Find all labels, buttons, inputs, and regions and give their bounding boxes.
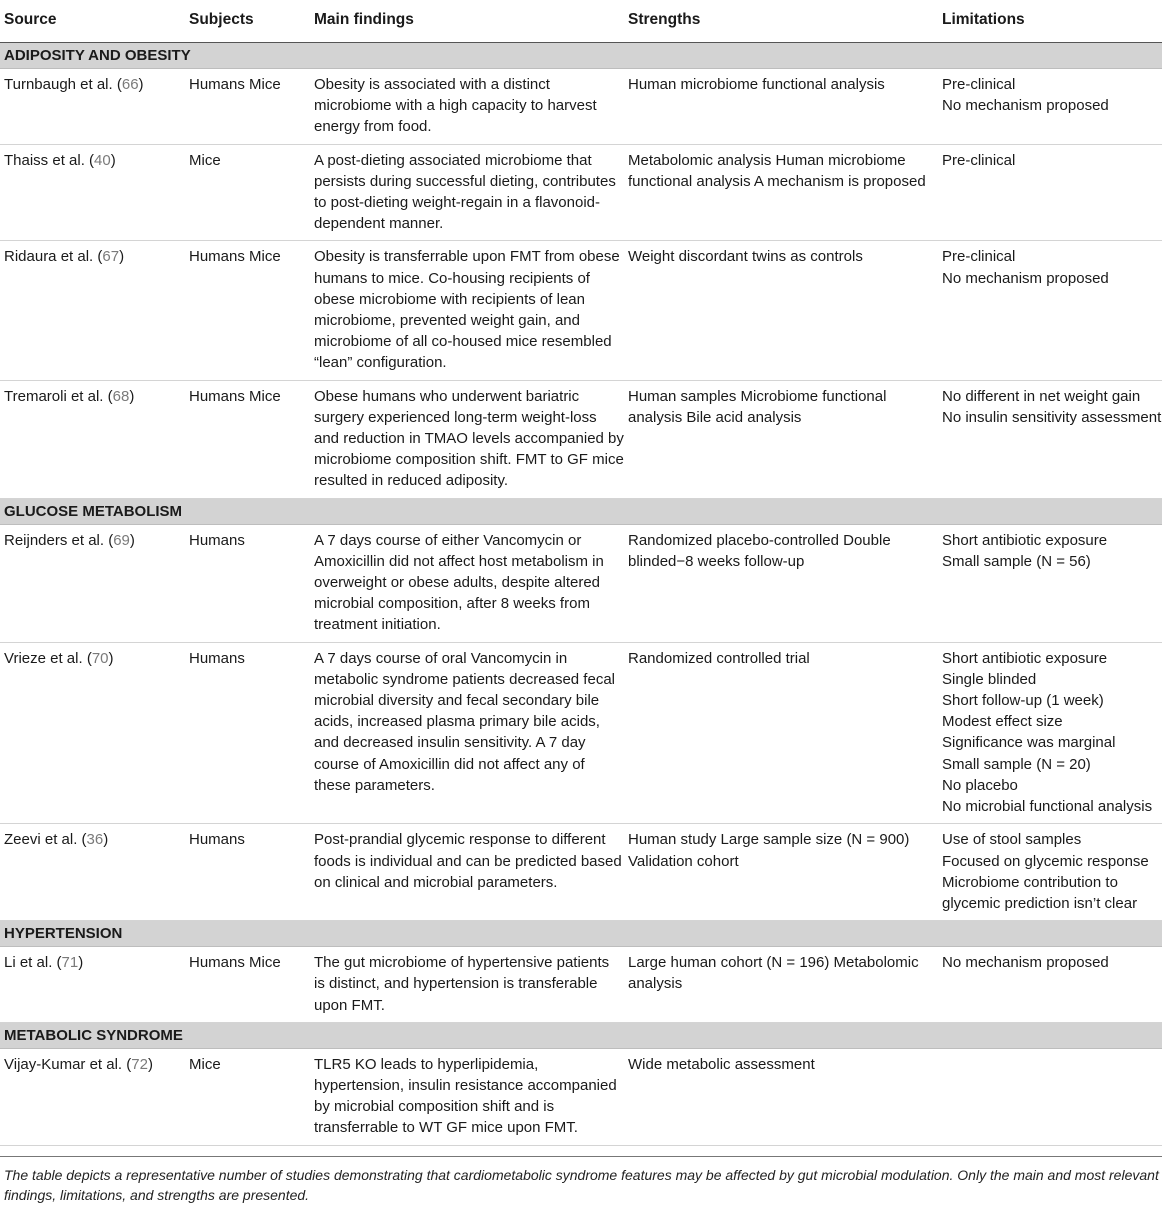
limitation-item: Short antibiotic exposure bbox=[942, 649, 1108, 667]
source-author: Thaiss et al. ( bbox=[4, 151, 95, 169]
source-cell bbox=[0, 642, 185, 824]
limitation-item: Small sample (N = 20) bbox=[942, 755, 1091, 773]
source-cell bbox=[0, 524, 185, 642]
source-author: Li et al. ( bbox=[4, 954, 62, 972]
column-header-subjects: Subjects bbox=[185, 0, 310, 43]
findings-cell: Obesity is transferrable upon FMT from obese humans to mice. Co-housing recipients of obese microbiome with recipients of lean microbiome, prevented weight gain, and microbiome of all co-housed mice resembled “lean” configuration. bbox=[310, 241, 624, 380]
limitation-item: No placebo bbox=[942, 776, 1018, 794]
limitation-item: Pre-clinical bbox=[942, 76, 1016, 93]
limitation-item: Short follow-up (1 week) bbox=[942, 692, 1104, 710]
limitation-item: Pre-clinical bbox=[942, 248, 1016, 266]
limitation-item: Small sample (N = 56) bbox=[942, 552, 1091, 570]
source-author-end: ) bbox=[119, 248, 125, 266]
limitation-item: Short antibiotic exposure bbox=[942, 531, 1108, 549]
findings-cell: The gut microbiome of hypertensive patients is distinct, and hypertension is transferable upon FMT. bbox=[310, 947, 624, 1023]
section-row bbox=[0, 498, 1162, 524]
source-author: Vijay-Kumar et al. ( bbox=[4, 1055, 132, 1073]
source-author-end: ) bbox=[138, 76, 144, 93]
table-row bbox=[0, 144, 1162, 241]
source-reference: 72 bbox=[131, 1055, 148, 1073]
subjects-cell: Humans Mice bbox=[185, 241, 310, 380]
source-reference: 40 bbox=[94, 151, 111, 169]
findings-cell: Post-prandial glycemic response to different foods is individual and can be predicted based on clinical and microbial parameters. bbox=[310, 824, 624, 921]
section-row bbox=[0, 1022, 1162, 1048]
limitations-cell bbox=[938, 947, 1162, 1023]
source-author: Zeevi et al. ( bbox=[4, 831, 87, 849]
strengths-cell: Human microbiome functional analysis bbox=[624, 69, 938, 145]
source-author-end: ) bbox=[78, 954, 84, 972]
strengths-cell: Randomized controlled trial bbox=[624, 642, 938, 824]
column-header-strengths: Strengths bbox=[624, 0, 938, 43]
source-reference: 36 bbox=[86, 831, 104, 849]
section-title: METABOLIC SYNDROME bbox=[0, 1022, 1162, 1048]
table-footnote: The table depicts a representative number of studies demonstrating that cardiometabolic syndrome features may be affected by gut microbial modulation. Only the main and most relevant findings, limitations, and strengths are presented. bbox=[0, 1156, 1162, 1205]
table-row bbox=[0, 241, 1162, 380]
limitation-item: Microbiome contribution to glycemic prediction isn’t clear bbox=[942, 873, 1138, 912]
source-author-end: ) bbox=[147, 1055, 153, 1073]
limitation-item: Focused on glycemic response bbox=[942, 852, 1149, 870]
strengths-cell: Metabolomic analysis Human microbiome functional analysis A mechanism is proposed bbox=[624, 144, 938, 241]
limitation-item: No mechanism proposed bbox=[942, 269, 1109, 287]
source-reference: 69 bbox=[113, 531, 130, 549]
source-cell bbox=[0, 1048, 185, 1145]
table-row bbox=[0, 380, 1162, 498]
source-cell bbox=[0, 947, 185, 1023]
source-author-end: ) bbox=[129, 531, 135, 549]
section-title: ADIPOSITY AND OBESITY bbox=[0, 43, 1162, 69]
limitation-item: Significance was marginal bbox=[942, 734, 1116, 752]
findings-cell: Obesity is associated with a distinct microbiome with a high capacity to harvest energy from food. bbox=[310, 69, 624, 145]
table-row bbox=[0, 642, 1162, 824]
limitations-cell bbox=[938, 642, 1162, 824]
limitation-item: No different in net weight gain bbox=[942, 387, 1141, 405]
strengths-cell: Weight discordant twins as controls bbox=[624, 241, 938, 380]
section-title: GLUCOSE METABOLISM bbox=[0, 498, 1162, 524]
source-reference: 66 bbox=[121, 76, 139, 93]
limitations-cell bbox=[938, 524, 1162, 642]
column-header-limitations: Limitations bbox=[938, 0, 1162, 43]
subjects-cell: Humans bbox=[185, 642, 310, 824]
source-cell bbox=[0, 144, 185, 241]
source-author-end: ) bbox=[110, 151, 116, 169]
limitation-item: Pre-clinical bbox=[942, 151, 1016, 169]
limitation-item: No mechanism proposed bbox=[942, 954, 1109, 972]
source-cell bbox=[0, 69, 185, 145]
subjects-cell: Humans bbox=[185, 824, 310, 921]
source-author: Reijnders et al. ( bbox=[4, 531, 114, 549]
table-body bbox=[0, 43, 1162, 1146]
source-cell bbox=[0, 241, 185, 380]
findings-cell: A 7 days course of oral Vancomycin in metabolic syndrome patients decreased fecal microbial diversity and fecal secondary bile acids, increased plasma primary bile acids, and decreased insulin sensitivity. A 7 day course of Amoxicillin did not affect any of these parameters. bbox=[310, 642, 624, 824]
limitation-item: Use of stool samples bbox=[942, 831, 1082, 849]
column-header-main-findings: Main findings bbox=[310, 0, 624, 43]
section-title: HYPERTENSION bbox=[0, 921, 1162, 947]
limitation-item: No insulin sensitivity assessment bbox=[942, 408, 1162, 426]
limitations-cell bbox=[938, 1048, 1162, 1145]
limitations-cell bbox=[938, 144, 1162, 241]
source-reference: 70 bbox=[91, 649, 109, 667]
limitations-cell bbox=[938, 69, 1162, 145]
strengths-cell: Randomized placebo-controlled Double blinded−8 weeks follow-up bbox=[624, 524, 938, 642]
findings-cell: A 7 days course of either Vancomycin or Amoxicillin did not affect host metabolism in overweight or obese adults, despite altered microbial composition, after 8 weeks from treatment initiation. bbox=[310, 524, 624, 642]
source-cell bbox=[0, 380, 185, 498]
subjects-cell: Mice bbox=[185, 1048, 310, 1145]
strengths-cell: Wide metabolic assessment bbox=[624, 1048, 938, 1145]
table-row bbox=[0, 1048, 1162, 1145]
limitation-item: Modest effect size bbox=[942, 713, 1063, 731]
table-row bbox=[0, 824, 1162, 921]
strengths-cell: Human study Large sample size (N = 900) Validation cohort bbox=[624, 824, 938, 921]
header-row bbox=[0, 0, 1162, 43]
source-reference: 67 bbox=[102, 248, 120, 266]
source-reference: 71 bbox=[61, 954, 79, 972]
column-header-source: Source bbox=[0, 0, 185, 43]
findings-cell: A post-dieting associated microbiome that persists during successful dieting, contributes to post-dieting weight-regain in a flavonoid-dependent manner. bbox=[310, 144, 624, 241]
limitation-item: Single blinded bbox=[942, 670, 1037, 688]
subjects-cell: Humans Mice bbox=[185, 69, 310, 145]
source-reference: 68 bbox=[112, 387, 130, 405]
subjects-cell: Humans Mice bbox=[185, 380, 310, 498]
findings-cell: TLR5 KO leads to hyperlipidemia, hypertension, insulin resistance accompanied by microbial composition shift and is transferrable to WT GF mice upon FMT. bbox=[310, 1048, 624, 1145]
strengths-cell: Human samples Microbiome functional analysis Bile acid analysis bbox=[624, 380, 938, 498]
source-author-end: ) bbox=[103, 831, 109, 849]
limitations-cell bbox=[938, 824, 1162, 921]
table-row bbox=[0, 947, 1162, 1023]
strengths-cell: Large human cohort (N = 196) Metabolomic analysis bbox=[624, 947, 938, 1023]
section-row bbox=[0, 43, 1162, 69]
limitations-cell bbox=[938, 380, 1162, 498]
source-author: Vrieze et al. ( bbox=[4, 649, 92, 667]
limitations-cell bbox=[938, 241, 1162, 380]
subjects-cell: Humans Mice bbox=[185, 947, 310, 1023]
source-author: Ridaura et al. ( bbox=[4, 248, 103, 266]
source-author-end: ) bbox=[129, 387, 135, 405]
table-row bbox=[0, 69, 1162, 145]
limitation-item: No mechanism proposed bbox=[942, 97, 1109, 115]
source-cell bbox=[0, 824, 185, 921]
findings-cell: Obese humans who underwent bariatric surgery experienced long-term weight-loss and reduction in TMAO levels accompanied by microbiome composition shift. FMT to GF mice resulted in reduced adiposity. bbox=[310, 380, 624, 498]
limitation-item: No microbial functional analysis bbox=[942, 798, 1153, 816]
subjects-cell: Humans bbox=[185, 524, 310, 642]
source-author: Tremaroli et al. ( bbox=[4, 387, 113, 405]
source-author-end: ) bbox=[108, 649, 114, 667]
table-row bbox=[0, 524, 1162, 642]
source-author: Turnbaugh et al. ( bbox=[4, 76, 122, 93]
section-row bbox=[0, 921, 1162, 947]
subjects-cell: Mice bbox=[185, 144, 310, 241]
